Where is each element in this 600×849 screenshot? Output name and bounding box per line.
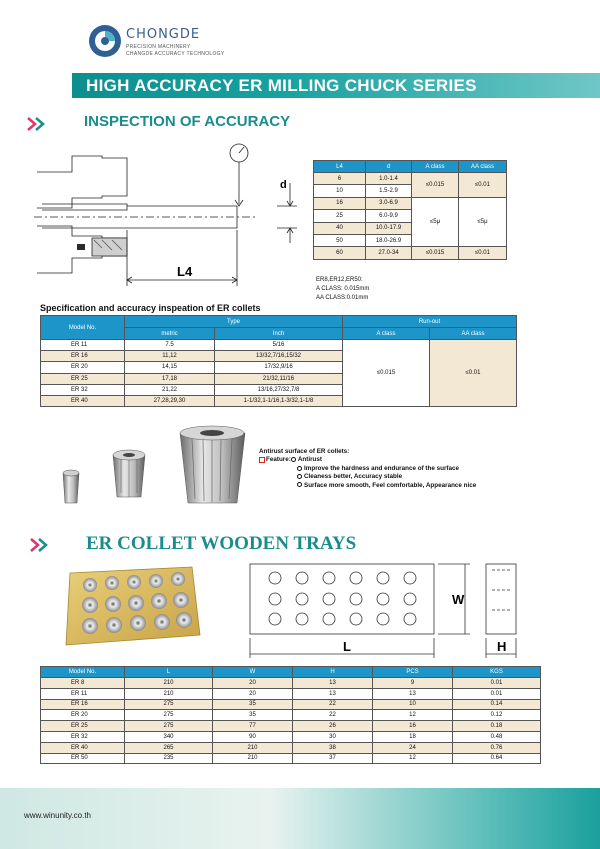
table-cell: 40 (314, 222, 366, 234)
table-cell: 27.0-34 (366, 247, 412, 259)
table-header: A class (412, 161, 459, 173)
table-cell: 0.14 (453, 699, 541, 710)
table-header: AA class (430, 328, 517, 340)
table-cell: 30 (293, 731, 373, 742)
table-cell: 77 (213, 721, 293, 732)
table-row (41, 699, 541, 710)
table-header: d (366, 161, 412, 173)
table-cell: 13 (373, 688, 453, 699)
chuck-drawing (32, 138, 307, 293)
table-cell: 22 (293, 699, 373, 710)
logo-mark-icon (88, 24, 122, 58)
table-cell: 60 (314, 247, 366, 259)
table-cell: 18.0-26.9 (366, 234, 412, 246)
table-header: metric (125, 328, 215, 340)
bullet-circle-icon (297, 482, 302, 487)
page-title: HIGH ACCURACY ER MILLING CHUCK SERIES (86, 76, 477, 95)
collet-medium (113, 450, 145, 497)
table-cell: ER 16 (41, 351, 125, 362)
double-chevron-icon (27, 117, 51, 131)
bullet-circle-icon (297, 466, 302, 471)
table-cell: 0.76 (453, 742, 541, 753)
table-header: Type (125, 316, 343, 328)
table-cell: ER 25 (41, 721, 125, 732)
table-header: AA class (459, 161, 507, 173)
wooden-tray-photo (62, 563, 202, 648)
antirust-title: Antirust surface of ER collets: (259, 448, 350, 455)
table-cell: 10.0-17.9 (366, 222, 412, 234)
brand-name: CHONGDE (126, 27, 201, 42)
feature-row (259, 473, 476, 481)
footer-band (0, 788, 600, 849)
table-row (41, 731, 541, 742)
table-cell: 26 (293, 721, 373, 732)
table-cell: 0.64 (453, 753, 541, 764)
table-cell: ER 11 (41, 340, 125, 351)
brand-subtitle: PRECISION MACHINERY (126, 44, 191, 50)
table-cell: 50 (314, 234, 366, 246)
table-cell: ≤0.01 (430, 340, 517, 407)
table-cell: 235 (125, 753, 213, 764)
table-cell: 210 (125, 688, 213, 699)
table-cell: 21/32,11/16 (215, 373, 343, 384)
table-cell: 0.18 (453, 721, 541, 732)
dimension-label-w: W (452, 592, 465, 607)
table-cell: ER 25 (41, 373, 125, 384)
table-cell: 340 (125, 731, 213, 742)
title-banner (72, 73, 600, 98)
table-cell: ER 16 (41, 699, 125, 710)
table-header: H (293, 667, 373, 678)
table-cell: 210 (125, 678, 213, 689)
table-cell: ER 50 (41, 753, 125, 764)
table-cell: 37 (293, 753, 373, 764)
note-line: AA CLASS:0.01mm (316, 295, 369, 301)
feature-row (259, 465, 476, 473)
table-cell: 17,18 (125, 373, 215, 384)
table-cell: 10 (314, 185, 366, 197)
feature-item: Cleaness better, Accuracy stable (304, 473, 403, 481)
table-cell: ER 8 (41, 678, 125, 689)
table-cell: ER 40 (41, 742, 125, 753)
table-cell: 9 (373, 678, 453, 689)
table-cell: 6.0-9.9 (366, 210, 412, 222)
table-cell: ≤5μ (459, 197, 507, 247)
note-line: A CLASS: 0.015mm (316, 286, 370, 292)
table-cell: ER 40 (41, 395, 125, 406)
table-cell: 275 (125, 721, 213, 732)
table-cell: 0.12 (453, 710, 541, 721)
table-cell: ≤0.015 (412, 173, 459, 198)
table-header: L (125, 667, 213, 678)
accuracy-note (316, 276, 369, 303)
table-cell: 20 (213, 678, 293, 689)
antirust-panel (259, 448, 476, 490)
table-cell: 13 (293, 678, 373, 689)
table-cell: ER 32 (41, 384, 125, 395)
feature-item: Antirust (297, 456, 322, 464)
table-cell: 210 (213, 753, 293, 764)
table-cell: 1-1/32,1-1/16,1-3/32,1-1/8 (215, 395, 343, 406)
table-cell: ≤5μ (412, 197, 459, 247)
table-cell: 35 (213, 710, 293, 721)
table-row (41, 753, 541, 764)
dimension-label-l: L (343, 639, 351, 654)
table-cell: 6 (314, 173, 366, 185)
table-header: KGS (453, 667, 541, 678)
table-cell: 210 (213, 742, 293, 753)
table-cell: 13/32,7/16,15/32 (215, 351, 343, 362)
table-row (41, 742, 541, 753)
website-link[interactable]: www.winunity.co.th (24, 811, 91, 820)
brand-subtitle-2: CHANGDE ACCURACY TECHNOLOGY (126, 51, 225, 57)
table-row (314, 247, 507, 259)
table-cell: 13/16,27/32,7/8 (215, 384, 343, 395)
table-cell: 14,15 (125, 362, 215, 373)
table-cell: 16 (373, 721, 453, 732)
table-cell: ≤0.015 (412, 247, 459, 259)
table-header: Model No. (41, 667, 125, 678)
spec-title: Specification and accuracy inspeation of ER collets (40, 303, 261, 313)
section-title-inspection: INSPECTION OF ACCURACY (84, 113, 291, 130)
table-cell: 0.48 (453, 731, 541, 742)
table-cell: 20 (213, 688, 293, 699)
table-header: A class (343, 328, 430, 340)
tray-drawing (240, 560, 530, 660)
table-cell: ER 20 (41, 710, 125, 721)
tray-table (40, 666, 541, 764)
table-cell: 18 (373, 731, 453, 742)
table-header: Run-out (343, 316, 517, 328)
feature-row (259, 482, 476, 490)
table-cell: 265 (125, 742, 213, 753)
table-cell: 11,12 (125, 351, 215, 362)
table-row (41, 721, 541, 732)
collet-small (63, 470, 79, 503)
table-header: W (213, 667, 293, 678)
table-row (314, 173, 507, 185)
table-cell: 7.5 (125, 340, 215, 351)
table-cell: ≤0.01 (459, 173, 507, 198)
feature-label: Feature: (266, 456, 291, 464)
bullet-circle-icon (291, 457, 296, 462)
collets-photo (55, 425, 255, 505)
table-cell: 12 (373, 753, 453, 764)
dimension-label-l4: L4 (177, 264, 193, 279)
feature-row (259, 456, 476, 464)
brand-logo (88, 24, 238, 62)
table-row (41, 678, 541, 689)
table-header: Model No. (41, 316, 125, 340)
table-cell: 1.0-1.4 (366, 173, 412, 185)
table-row (41, 688, 541, 699)
table-cell: 10 (373, 699, 453, 710)
spec-table (40, 315, 517, 407)
table-cell: 0.01 (453, 688, 541, 699)
table-row (41, 340, 517, 351)
table-cell: 0.01 (453, 678, 541, 689)
table-cell: ≤0.015 (343, 340, 430, 407)
feature-item: Improve the hardness and endurance of the surface (304, 464, 460, 472)
table-header: Inch (215, 328, 343, 340)
table-cell: 25 (314, 210, 366, 222)
table-cell: 24 (373, 742, 453, 753)
table-header: PCS (373, 667, 453, 678)
feature-marker-icon (259, 457, 265, 463)
feature-item: Surface more smooth, Feel comfortable, Appearance nice (304, 481, 477, 489)
section-title-trays: ER COLLET WOODEN TRAYS (86, 533, 357, 554)
table-cell: 16 (314, 197, 366, 209)
table-cell: 275 (125, 710, 213, 721)
table-cell: 3.0-6.9 (366, 197, 412, 209)
table-row (314, 197, 507, 209)
dimension-label-d: d (280, 179, 287, 191)
table-header: L4 (314, 161, 366, 173)
double-chevron-icon (30, 538, 54, 552)
table-cell: ≤0.01 (459, 247, 507, 259)
table-cell: 1.5-2.9 (366, 185, 412, 197)
accuracy-table (313, 160, 507, 260)
table-cell: 38 (293, 742, 373, 753)
table-cell: 13 (293, 688, 373, 699)
note-line: ER8,ER12,ER50: (316, 277, 363, 283)
table-cell: 5/16 (215, 340, 343, 351)
table-cell: 27,28,29,30 (125, 395, 215, 406)
table-cell: 12 (373, 710, 453, 721)
table-cell: ER 20 (41, 362, 125, 373)
dimension-label-h: H (497, 639, 507, 654)
table-cell: ER 11 (41, 688, 125, 699)
table-cell: ER 32 (41, 731, 125, 742)
table-row (41, 710, 541, 721)
table-cell: 22 (293, 710, 373, 721)
table-cell: 21,22 (125, 384, 215, 395)
table-cell: 17/32,9/16 (215, 362, 343, 373)
table-cell: 275 (125, 699, 213, 710)
table-cell: 90 (213, 731, 293, 742)
collet-large (180, 426, 245, 503)
bullet-circle-icon (297, 474, 302, 479)
table-cell: 35 (213, 699, 293, 710)
